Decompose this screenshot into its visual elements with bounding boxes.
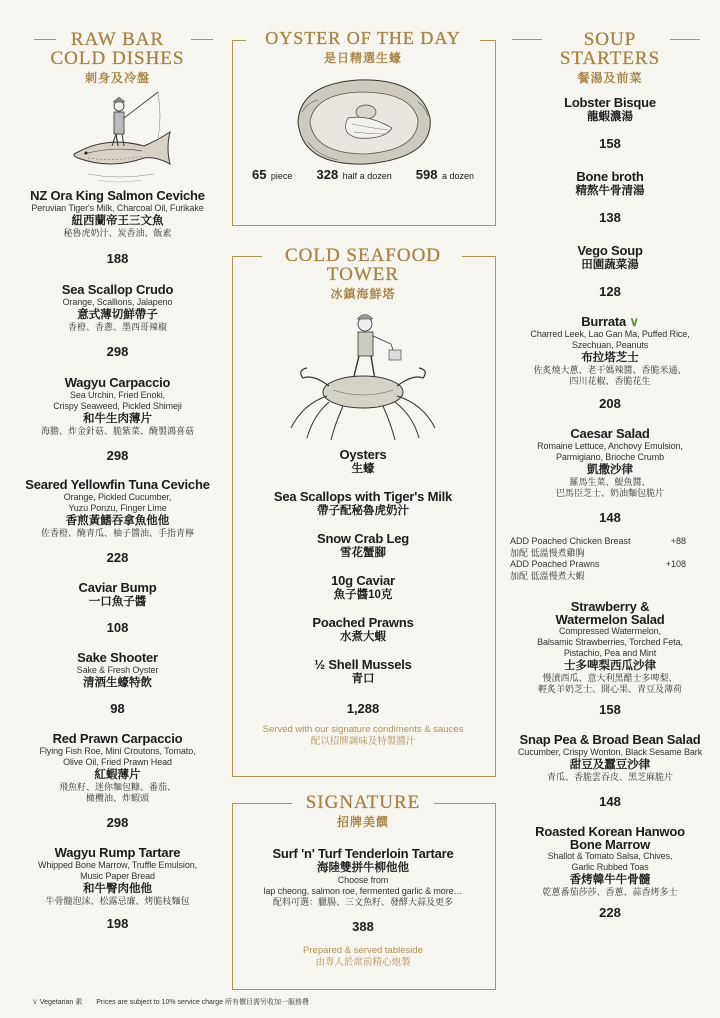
item-price: 98 [110, 701, 125, 716]
menu-item [510, 733, 710, 809]
item-name: Burrata [581, 314, 627, 329]
menu-item [510, 96, 710, 151]
item-name: Strawberry & Watermelon Salad [555, 599, 665, 627]
item-name: Sea Scallop Crudo [61, 282, 174, 297]
item-price: 228 [106, 550, 129, 565]
item-desc: Shallot & Tomato Salsa, Chives, Garlic Rubbed Toas [547, 851, 673, 872]
menu-item-burrata [510, 315, 710, 411]
oyster-price-unit: half a dozen [342, 171, 392, 181]
item-price: 138 [599, 210, 621, 225]
tower-item-zh: 青口 [351, 673, 375, 685]
menu-item [20, 846, 215, 931]
footer [32, 997, 309, 1007]
header-rule-left [34, 39, 56, 40]
item-name-zh: 龍蝦濃湯 [587, 111, 633, 123]
tower-items [232, 448, 494, 748]
signature-title-zh: 招牌美饌 [336, 815, 389, 829]
item-name-zh: 田園蔬菜湯 [581, 259, 639, 271]
soup-title-2: STARTERS [559, 48, 661, 69]
signature-item-desc: Choose from lap cheong, salmon roe, fermented garlic & more… [263, 875, 463, 896]
item-desc: Cucumber, Crispy Wonton, Black Sesame Bark [517, 747, 703, 757]
raw-bar-title: RAW BAR [70, 29, 165, 50]
oyster-section [232, 29, 494, 184]
item-name-zh: 意式薄切鮮帶子 [77, 309, 158, 321]
footer-service-charge: Prices are subject to 10% service charge 所有價目需另收加一服務費 [96, 999, 310, 1006]
item-desc-zh: 慢漬西瓜、意大利黑醋士多啤梨、 輕炙羊奶芝士、開心果、青豆及薄荷 [537, 673, 682, 694]
tower-item-name: Poached Prawns [312, 615, 414, 630]
oyster-price-amount: 598 [415, 167, 438, 182]
item-desc: Romaine Lettuce, Anchovy Emulsion, Parmigiano, Brioche Crumb [537, 441, 683, 462]
menu-item [510, 170, 710, 225]
crab-figure-illustration [273, 304, 453, 444]
addon-row [510, 536, 710, 548]
menu-item-caesar [510, 427, 710, 525]
item-desc: Whipped Bone Marrow, Truffle Emulsion, Music Paper Bread [37, 860, 198, 881]
signature-item-desc-zh: 配料可選：臘腸、三文魚籽、發酵大蒜及更多 [272, 897, 453, 907]
item-desc-zh: 乾蔥番茄莎莎、香蔥、蒜香烤多士 [542, 887, 678, 897]
addon-label: ADD Poached Prawns [510, 559, 600, 569]
oyster-price-unit: piece [270, 171, 293, 181]
item-name: Lobster Bisque [564, 95, 656, 110]
tower-item [232, 616, 494, 644]
header-rule-left [512, 39, 542, 40]
item-price: 128 [599, 284, 621, 299]
tower-item [232, 574, 494, 602]
soup-section [510, 0, 710, 920]
item-price: 158 [599, 702, 621, 717]
item-price: 228 [599, 905, 621, 920]
item-name-zh: 精熬牛骨清湯 [575, 185, 645, 197]
tower-title: COLD SEAFOOD [284, 245, 442, 266]
menu-item [20, 478, 215, 565]
item-desc-zh: 佐炙燒大蔥、老干媽辣醬、香脆米通、 四川花椒、香脆花生 [533, 365, 687, 386]
raw-bar-header [20, 30, 215, 92]
item-name: Wagyu Rump Tartare [54, 845, 181, 860]
item-name: Sake Shooter [77, 650, 158, 665]
item-desc-zh: 香橙、香蔥、墨西哥辣椒 [67, 322, 167, 332]
addon-label-zh: 加配 低溫慢煮雞胸 [510, 547, 585, 558]
item-name: Red Prawn Carpaccio [52, 731, 183, 746]
tower-item-name: 10g Caviar [331, 573, 395, 588]
header-rule-right [670, 39, 700, 40]
soup-list [510, 96, 710, 920]
menu-item [20, 581, 215, 635]
item-name-zh: 一口魚子醬 [88, 596, 147, 608]
tower-title-2: TOWER [326, 264, 400, 285]
signature-item [232, 847, 494, 969]
soup-title: SOUP [583, 29, 637, 50]
item-price: 108 [106, 620, 129, 635]
signature-price: 388 [352, 919, 374, 934]
oyster-title-zh: 是日精選生蠔 [323, 51, 402, 65]
item-name-row [510, 315, 710, 329]
item-name-zh: 香烤韓牛牛骨髓 [569, 874, 651, 886]
item-name: Wagyu Carpaccio [64, 375, 171, 390]
menu-item [510, 825, 710, 920]
fisherman-salmon-illustration [58, 88, 178, 193]
item-desc: Compressed Watermelon, Balsamic Strawberries, Torched Feta, Pistachio, Pea and Mint [537, 626, 683, 658]
raw-bar-section [20, 0, 215, 931]
item-price: 298 [106, 448, 129, 463]
item-desc-zh: 飛魚籽、迷你麵包糠、番茄、 橄欖油、炸蝦頭 [58, 782, 176, 803]
addon-row [510, 559, 710, 571]
item-desc-zh: 青瓜、香脆雲吞皮、黑芝麻脆片 [546, 772, 673, 782]
item-desc-zh: 佐香橙、醃青瓜、柚子醬油、手指青檸 [40, 528, 194, 538]
tower-item-zh: 帶子配秘魯虎奶汁 [317, 505, 409, 517]
item-name: Caviar Bump [78, 580, 157, 595]
item-name: Vego Soup [577, 243, 643, 258]
oyster-price-half-dozen [317, 166, 392, 184]
item-price: 298 [106, 344, 129, 359]
oyster-price-row [232, 166, 494, 184]
item-name-zh: 凱撒沙律 [587, 464, 633, 476]
item-name-zh: 香煎黃鰭吞拿魚他他 [65, 515, 170, 527]
signature-item-zh: 海陸雙拼牛柳他他 [317, 862, 409, 874]
tower-item [232, 448, 494, 476]
footer-veg-label: Vegetarian 素 [39, 999, 83, 1006]
item-desc-zh: 羅馬生菜、鯷魚醬、 巴馬臣芝士、奶油麵包脆片 [555, 477, 664, 498]
signature-item-name: Surf 'n' Turf Tenderloin Tartare [272, 846, 454, 861]
item-desc: Charred Leek, Lao Gan Ma, Puffed Rice, Szechuan, Peanuts [530, 329, 690, 350]
item-name: Roasted Korean Hanwoo Bone Marrow [535, 824, 685, 852]
tower-item-zh: 魚子醬10克 [333, 589, 393, 601]
menu-item [510, 244, 710, 299]
oyster-price-piece [252, 166, 292, 184]
item-desc: Sea Urchin, Fried Enoki, Crispy Seaweed, Pickled Shimeji [53, 390, 182, 411]
item-name: NZ Ora King Salmon Ceviche [30, 188, 205, 203]
item-name: Bone broth [576, 169, 644, 184]
addon-label: ADD Poached Chicken Breast [510, 536, 631, 546]
tower-item [232, 490, 494, 518]
header-rule-right [191, 39, 213, 40]
menu-item [20, 189, 215, 266]
addon-label-zh: 加配 低溫慢煮大蝦 [510, 570, 585, 581]
tower-item-zh: 雪花蟹腳 [340, 547, 386, 559]
vegetarian-icon: ∨ [32, 997, 38, 1006]
addon-price: +108 [665, 559, 686, 569]
menu-item [510, 600, 710, 717]
tower-item [232, 658, 494, 686]
soup-header [510, 30, 710, 90]
item-price: 198 [106, 916, 129, 931]
oyster-price-amount: 328 [316, 167, 339, 182]
item-price: 158 [599, 136, 621, 151]
tower-price: 1,288 [346, 701, 380, 716]
tower-item-zh: 生蠔 [351, 463, 375, 475]
menu-item [20, 651, 215, 716]
oyster-price-unit: a dozen [441, 171, 474, 181]
menu-item [20, 283, 215, 359]
raw-bar-title-zh: 刺身及冷盤 [84, 71, 150, 85]
item-desc: Orange, Scallions, Jalapeno [62, 297, 173, 307]
item-name-zh: 士多啤梨西瓜沙律 [564, 660, 656, 672]
tower-item-name: Sea Scallops with Tiger's Milk [273, 489, 453, 504]
oyster-illustration [288, 72, 438, 172]
item-desc-zh: 秘魯虎奶汁、炭香油、飯素 [63, 228, 172, 238]
item-name-zh: 清酒生蠔特飲 [83, 677, 152, 689]
oyster-price-dozen [416, 166, 474, 184]
tower-item-zh: 水煮大蝦 [340, 631, 386, 643]
oyster-title: OYSTER OF THE DAY [265, 28, 461, 48]
signature-title: SIGNATURE [305, 792, 421, 813]
addon-price: +88 [670, 536, 686, 546]
item-price: 208 [599, 396, 621, 411]
item-name: Caesar Salad [570, 426, 650, 441]
tower-note-zh: 配以招牌調味及特製醬汁 [310, 736, 416, 747]
tower-section [232, 246, 494, 748]
item-name-zh: 紅蝦薄片 [94, 769, 141, 781]
item-desc: Orange, Pickled Cucumber, Yuzu Ponzu, Finger Lime [63, 492, 172, 513]
item-name-zh: 甜豆及蠶豆沙律 [569, 759, 651, 771]
item-price: 148 [599, 794, 621, 809]
raw-bar-title-2: COLD DISHES [50, 48, 185, 69]
tower-title-zh: 冰鎮海鮮塔 [330, 287, 396, 301]
item-price: 298 [106, 815, 129, 830]
tower-item-name: Snow Crab Leg [316, 531, 410, 546]
tower-item-name: Oysters [339, 447, 387, 462]
signature-note-zh: 由專人於席前精心炮製 [315, 957, 411, 968]
raw-bar-list [20, 189, 215, 931]
vegetarian-icon: ∨ [629, 314, 639, 329]
footer-veg [32, 997, 82, 1007]
signature-note: Prepared & served tableside [303, 945, 423, 956]
item-name: Snap Pea & Broad Bean Salad [519, 732, 701, 747]
item-desc: Sake & Fresh Oyster [76, 665, 159, 675]
soup-title-zh: 餐湯及前菜 [577, 71, 643, 85]
item-name-zh: 和牛臀肉他他 [83, 883, 152, 895]
item-name: Seared Yellowfin Tuna Ceviche [25, 477, 210, 492]
menu-item [20, 732, 215, 830]
tower-item [232, 532, 494, 560]
signature-section [232, 793, 494, 969]
item-desc-zh: 海膽、炸金針菇、脆紫菜、醃製鴻喜菇 [40, 426, 194, 436]
menu-item [20, 376, 215, 463]
item-name-zh: 和牛生肉薄片 [83, 413, 152, 425]
item-desc: Flying Fish Roe, Mini Croutons, Tomato, Olive Oil, Fried Prawn Head [39, 746, 196, 767]
item-price: 188 [106, 251, 129, 266]
item-name-zh: 布拉塔芝士 [581, 352, 639, 364]
oyster-price-amount: 65 [252, 167, 267, 182]
item-desc-zh: 牛骨髓泡沫、松露忌廉、烤脆枝麵包 [45, 896, 190, 906]
item-price: 148 [599, 510, 621, 525]
addon-list [510, 536, 710, 582]
item-desc: Peruvian Tiger's Milk, Charcoal Oil, Furikake [31, 203, 204, 213]
tower-item-name: ½ Shell Mussels [314, 657, 412, 672]
item-name-zh: 紐西蘭帝王三文魚 [71, 215, 164, 227]
tower-note: Served with our signature condiments & sauces [262, 724, 464, 735]
